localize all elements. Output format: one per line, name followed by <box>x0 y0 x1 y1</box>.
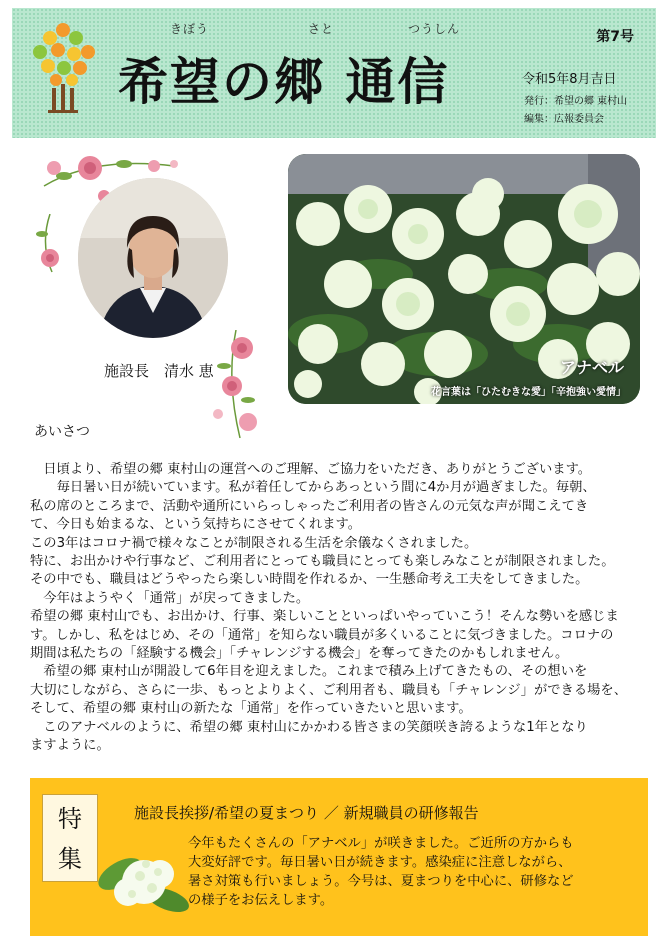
greeting-heading: あいさつ <box>34 424 90 440</box>
greeting-body <box>30 461 642 756</box>
feature-label <box>42 794 98 882</box>
greeting-line: て、今日も始まるな、という気持ちにさせてくれます。 <box>30 517 362 533</box>
director-name: 施設長 清水 恵 <box>104 362 214 380</box>
hydrangea-decoration <box>94 834 194 924</box>
feature-title: 施設長挨拶/希望の夏まつり ／ 新規職員の研修報告 <box>134 804 479 822</box>
greeting-line: この3年はコロナ禍で様々なことが制限される生活を余儀なくされました。 <box>30 535 478 551</box>
newsletter-header <box>12 8 656 138</box>
feature-line: 今年もたくさんの「アナベル」が咲きました。ご近所の方からも <box>188 836 574 851</box>
newsletter-title <box>112 18 522 128</box>
feature-label-top: 特 <box>58 805 82 833</box>
feature-label-bottom: 集 <box>58 845 82 873</box>
rose-decoration <box>196 330 276 440</box>
hydrangea-photo <box>288 154 640 404</box>
publisher: 発行：希望の郷 東村山 <box>524 96 628 107</box>
editor: 編集：広報委員会 <box>524 114 604 125</box>
photo-caption-title: アナベル <box>559 358 624 377</box>
greeting-line: このアナベルのように、希望の郷 東村山にかかわる皆さまの笑顔咲き誇るような1年となり <box>30 719 588 735</box>
greeting-line: 希望の郷 東村山でも、お出かけ、行事、楽しいことといっぱいやっていこう！そんな勢いを感じま <box>30 609 619 625</box>
greeting-line: その中でも、職員はどうやったら楽しい時間を作れるか、一生懸命考え工夫をしてきました。 <box>30 572 589 588</box>
title-text: 希望の郷 通信 <box>118 52 450 111</box>
feature-line: の様子をお伝えします。 <box>188 893 334 908</box>
feature-line: 暑さ対策も行いましょう。今号は、夏まつりを中心に、研修など <box>188 874 574 889</box>
greeting-line: そして、希望の郷 東村山の新たな「通常」を作っていきたいと思います。 <box>30 701 472 717</box>
greeting-line: 特に、お出かけや行事など、ご利用者にとっても職員にとっても楽しみなことが制限されました。 <box>30 554 615 570</box>
greeting-line: 期間は私たちの「経験する機会」「チャレンジする機会」を奪ってきたのかもしれません。 <box>30 646 569 662</box>
greeting-line: 私の席のところまで、活動や通所にいらっしゃったご利用者の皆さんの元気な声が聞こえてき <box>30 498 589 514</box>
greeting-line: 今年はようやく「通常」が戻ってきました。 <box>30 590 310 606</box>
director-photo <box>78 178 228 338</box>
issue-number: 第7号 <box>596 29 634 45</box>
feature-line: 大変好評です。毎日暑い日が続きます。感染症に注意しながら、 <box>188 855 572 870</box>
title-ruby-sato: さと <box>308 22 335 36</box>
greeting-line: 日頃より、希望の郷 東村山の運営へのご理解、ご協力をいただき、ありがとうございます。 <box>30 462 592 477</box>
greeting-line: 希望の郷 東村山が開設して6年目を迎えました。これまで積み上げてきたもの、その想いを <box>30 664 588 680</box>
title-ruby-kibou: きぼう <box>170 22 210 36</box>
greeting-line: 大切にしながら、さらに一歩、もっとよりよく、ご利用者も、職員も「チャレンジ」ができる場を、 <box>30 682 628 698</box>
feature-box <box>30 778 648 936</box>
tree-logo-icon <box>28 18 98 118</box>
issue-date: 令和5年8月吉日 <box>522 72 617 87</box>
greeting-line: ますように。 <box>30 738 110 754</box>
greeting-line: す。しかし、私をはじめ、その「通常」を知らない職員が多くいることに気づきました。コロナの <box>30 627 614 643</box>
greeting-line: 毎日暑い日が続いています。私が着任してからあっという間に4か月が過ぎました。毎朝、 <box>30 480 596 496</box>
title-ruby-tsushin: つうしん <box>408 22 461 36</box>
feature-text <box>188 834 574 910</box>
rose-decoration <box>30 214 70 274</box>
photo-caption-sub: 花言葉は「ひたむきな愛」「辛抱強い愛情」 <box>431 387 626 398</box>
